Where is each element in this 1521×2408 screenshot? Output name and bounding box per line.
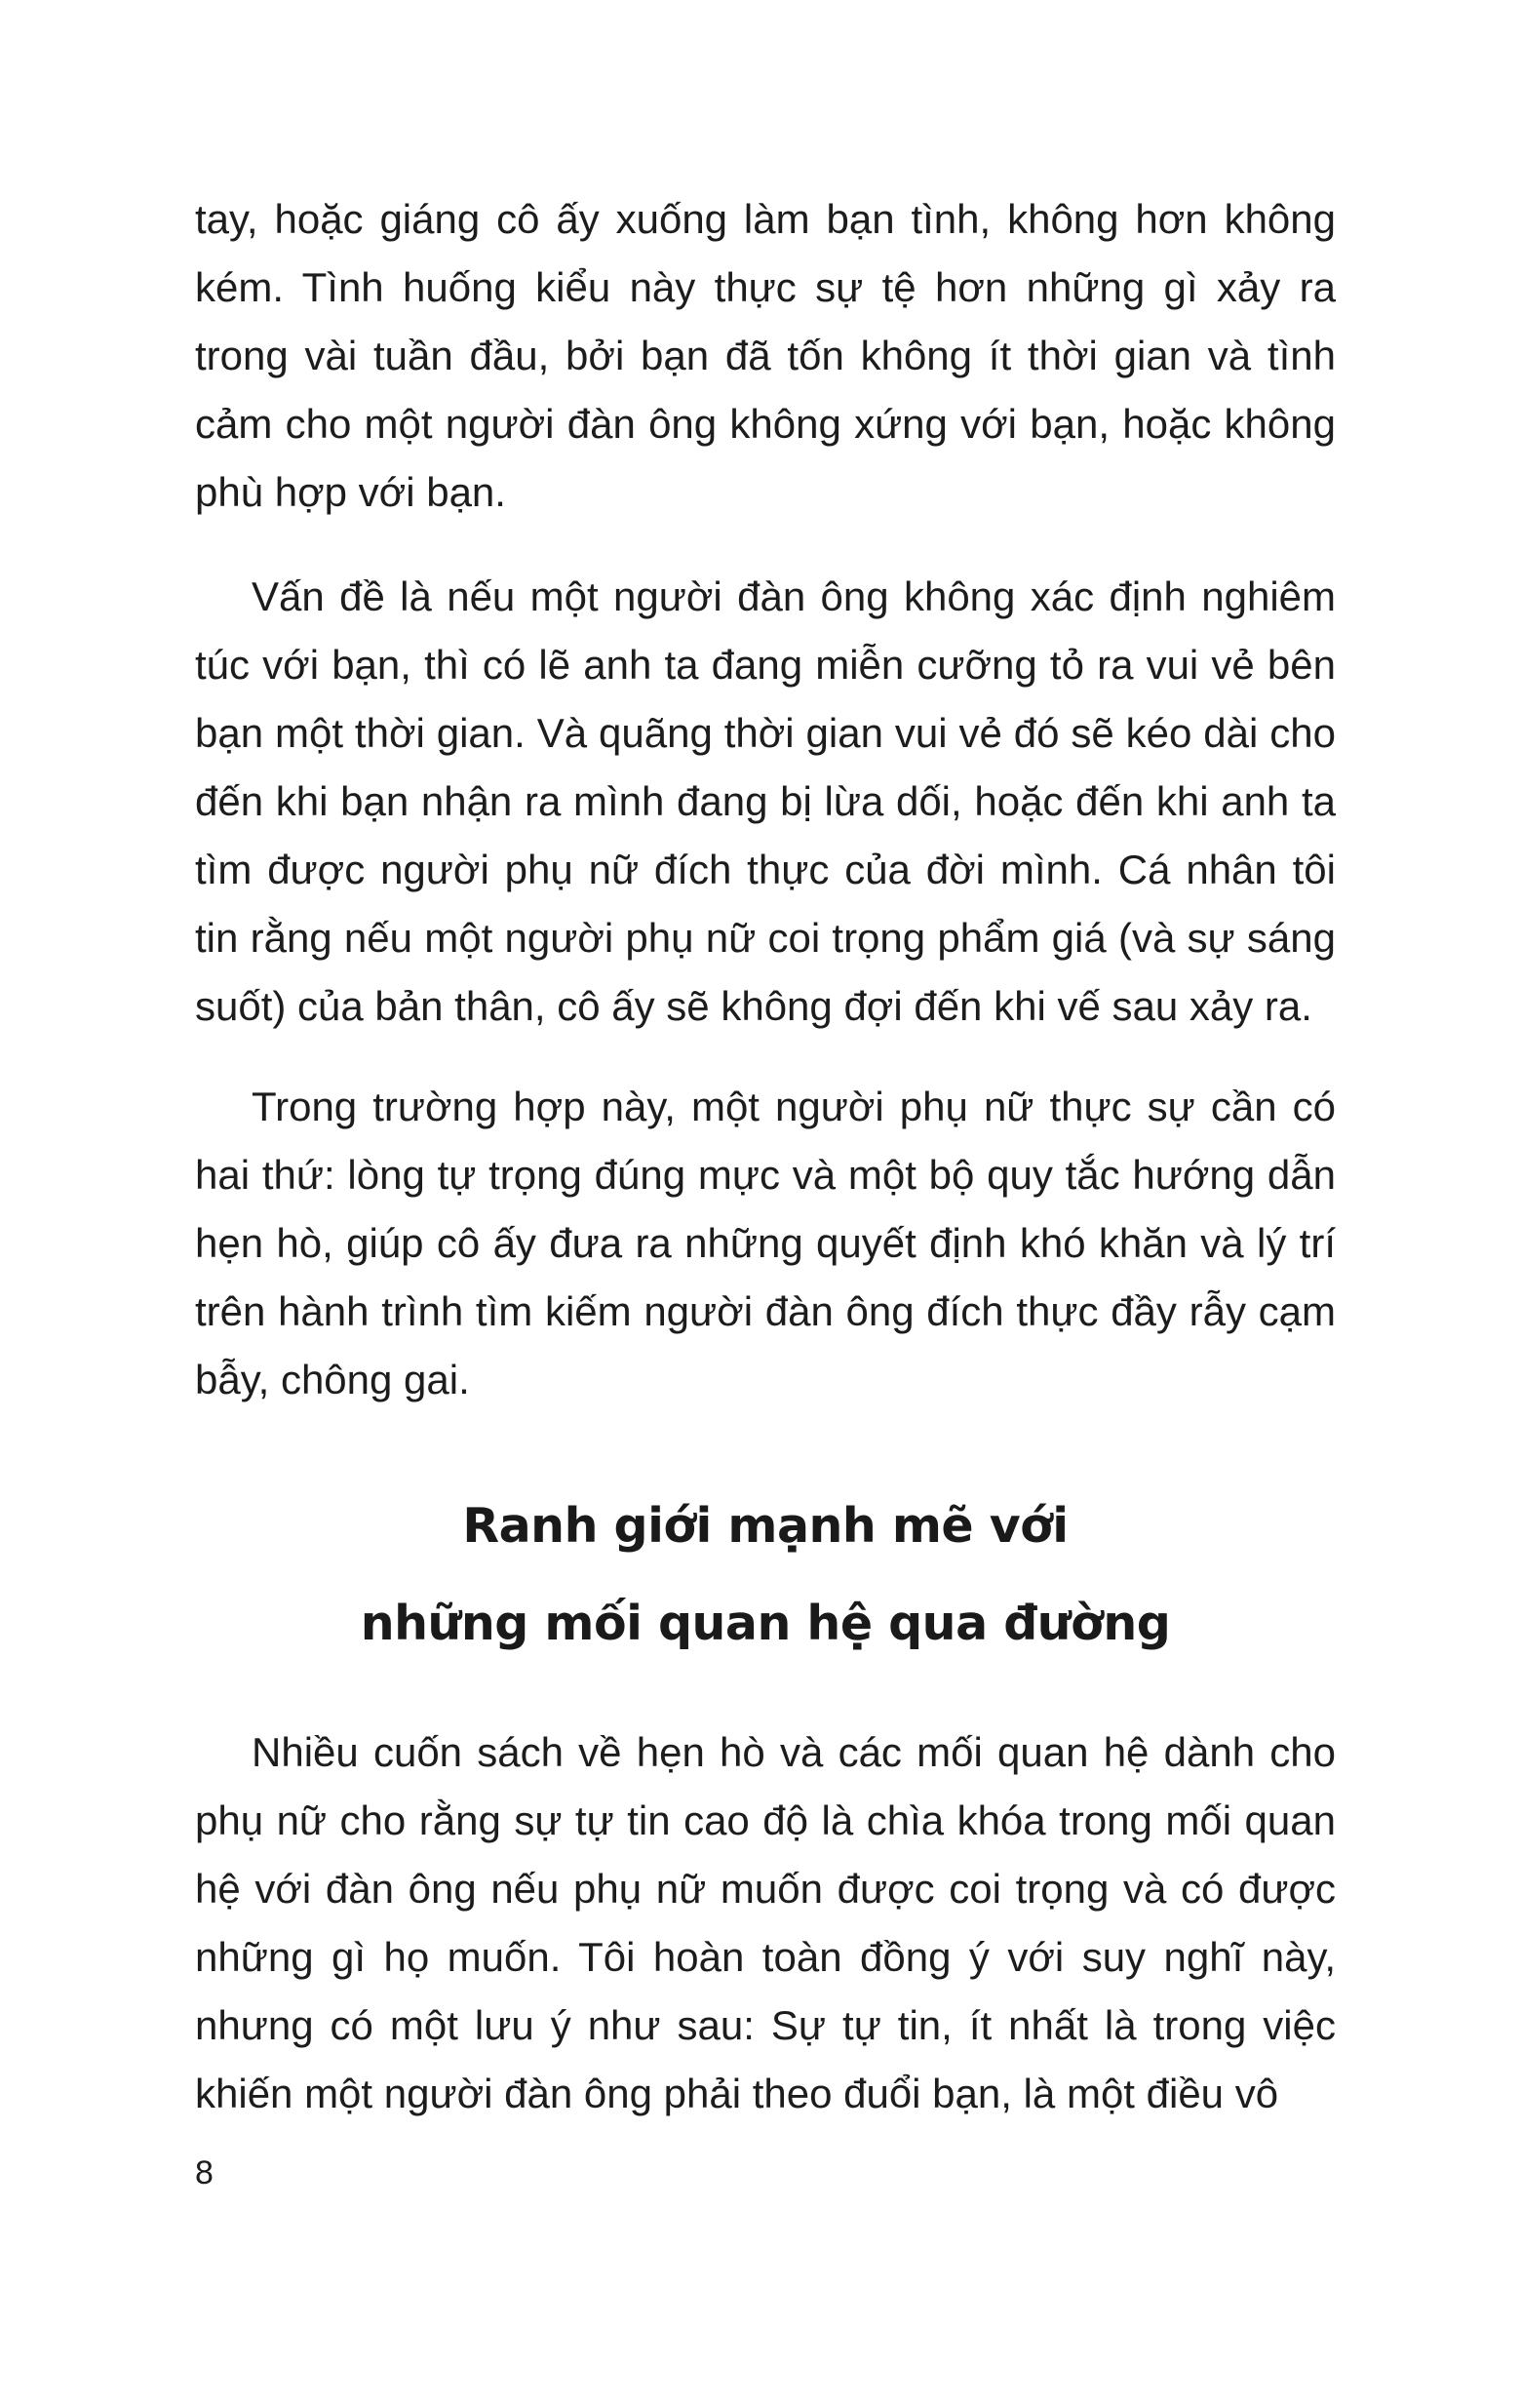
paragraph: Trong trường hợp này, một người phụ nữ thực sự cần có hai thứ: lòng tự trọng đúng mực và một bộ quy tắc hướng dẫn hẹn hò, giúp cô ấy đưa ra những quyết định khó khăn và lý trí trên hành trình tìm kiếm người đàn ông đích thực đầy rẫy cạm bẫy, chông gai. [195,1084,1336,1402]
paragraph: Nhiều cuốn sách về hẹn hò và các mối quan hệ dành cho phụ nữ cho rằng sự tự tin cao độ là chìa khóa trong mối quan hệ với đàn ông nếu phụ nữ muốn được coi trọng và có được những gì họ muốn. Tôi hoàn toàn đồng ý với suy nghĩ này, nhưng có một lưu ý như sau: Sự tự tin, ít nhất là trong việc khiến một người đàn ông phải theo đuổi bạn, là một điều vô [195,1729,1336,2116]
text-section-1 [195,185,1336,558]
text-section-4 [195,1718,1336,2159]
section-heading [195,1478,1336,1673]
section-heading-line-1: Ranh giới mạnh mẽ với [462,1498,1069,1554]
section-heading-line-2: những mối quan hệ qua đường [360,1596,1171,1651]
text-section-2 [195,563,1336,1072]
text-section-3 [195,1073,1336,1445]
page-number: 8 [195,2154,214,2191]
paragraph-continued: tay, hoặc giáng cô ấy xuống làm bạn tình, không hơn không kém. Tình huống kiểu này thực sự tệ hơn những gì xảy ra trong vài tuần đầu, bởi bạn đã tốn không ít thời gian và tình cảm cho một người đàn ông không xứng với bạn, hoặc không phù hợp với bạn. [195,196,1336,515]
paragraph: Vấn đề là nếu một người đàn ông không xác định nghiêm túc với bạn, thì có lẽ anh ta đang miễn cưỡng tỏ ra vui vẻ bên bạn một thời gian. Và quãng thời gian vui vẻ đó sẽ kéo dài cho đến khi bạn nhận ra mình đang bị lừa dối, hoặc đến khi anh ta tìm được người phụ nữ đích thực của đời mình. Cá nhân tôi tin rằng nếu một người phụ nữ coi trọng phẩm giá (và sự sáng suốt) của bản thân, cô ấy sẽ không đợi đến khi vế sau xảy ra. [195,573,1336,1029]
